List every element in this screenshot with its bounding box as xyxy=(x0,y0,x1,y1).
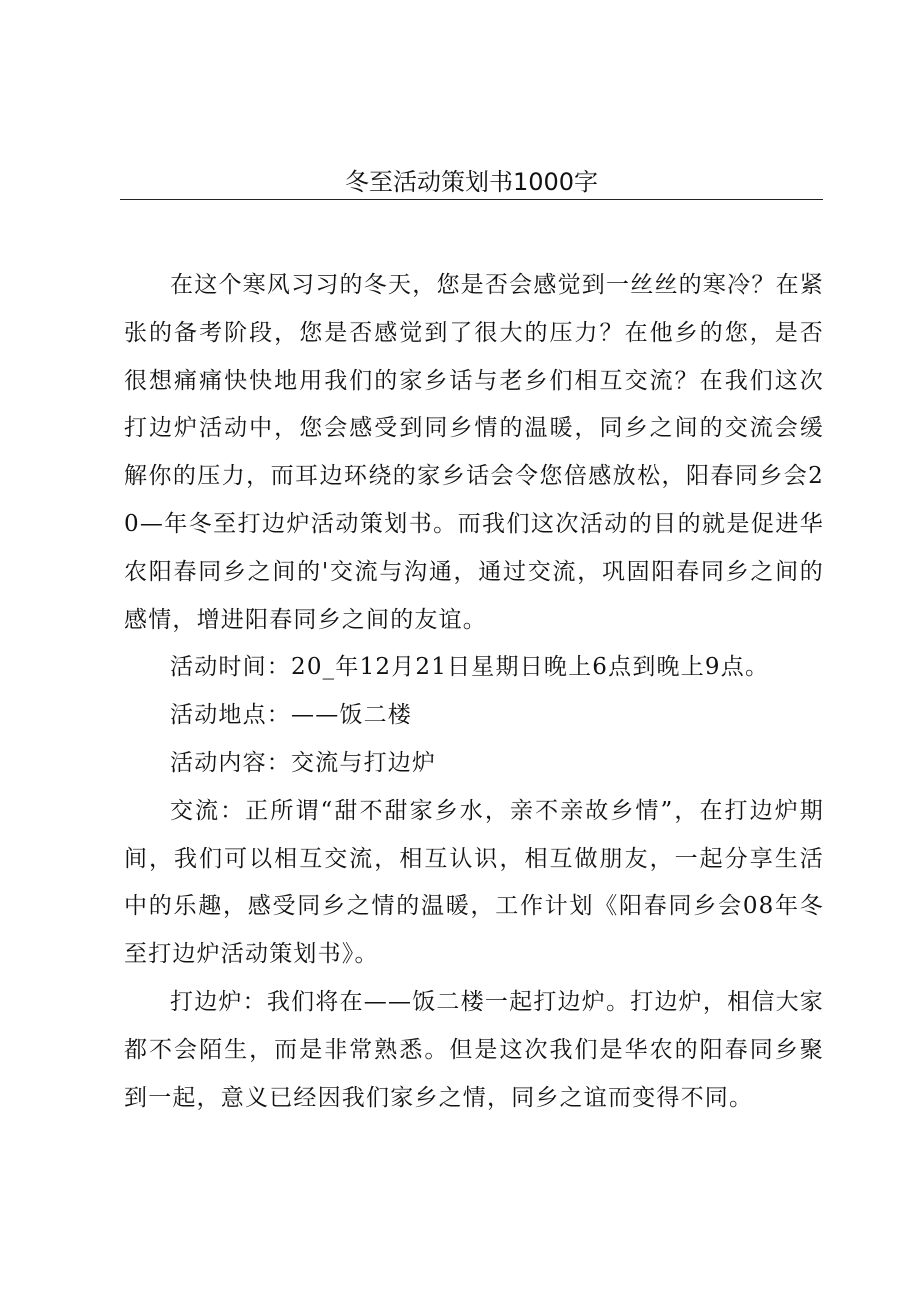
paragraph-exchange: 交流：正所谓“甜不甜家乡水，亲不亲故乡情”，在打边炉期间，我们可以相互交流，相互认识，相互做朋友，一起分享生活中的乐趣，感受同乡之情的温暖，工作计划《阳春同乡会08年冬至打边炉活动策划书》。 xyxy=(124,797,824,968)
paragraph-hotpot: 打边炉：我们将在——饭二楼一起打边炉。打边炉，相信大家都不会陌生，而是非常熟悉。但是这次我们是华农的阳春同乡聚到一起，意义已经因我们家乡之情，同乡之谊而变得不同。 xyxy=(124,988,824,1111)
paragraph-content: 活动内容：交流与打边炉 xyxy=(170,749,437,776)
paragraph-intro: 在这个寒风习习的冬天，您是否会感觉到一丝丝的寒冷？在紧张的备考阶段，您是否感觉到了很大的压力？在他乡的您，是否很想痛痛快快地用我们的家乡话与老乡们相互交流？在我们这次打边炉活动中，您会感受到同乡情的温暖，同乡之间的交流会缓解你的压力，而耳边环绕的家乡话会令您倍感放松，阳春同乡会20—年冬至打边炉活动策划书。而我们这次活动的目的就是促进华农阳春同乡之间的'交流与沟通，通过交流，巩固阳春同乡之间的感情，增进阳春同乡之间的友谊。 xyxy=(124,272,824,633)
title-underline xyxy=(120,199,823,200)
paragraph-time: 活动时间：20_年12月21日星期日晚上6点到晚上9点。 xyxy=(170,654,770,681)
paragraph-location: 活动地点：——饭二楼 xyxy=(170,702,412,729)
document-body xyxy=(124,262,824,1122)
document-title: 冬至活动策划书1000字 xyxy=(344,168,599,196)
